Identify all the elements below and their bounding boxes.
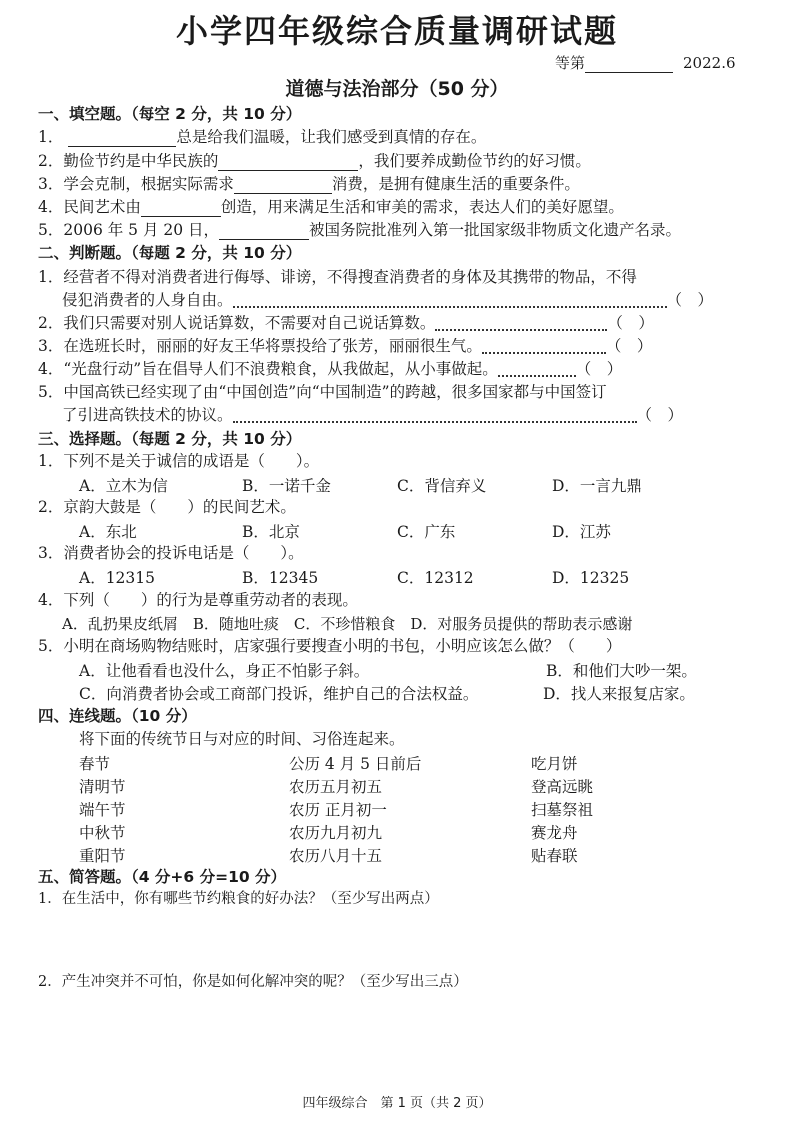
answer-paren[interactable]: （ ） (666, 291, 714, 309)
option-c[interactable]: C．背信弃义 (397, 477, 487, 495)
fill-blank[interactable] (234, 178, 332, 194)
match-date[interactable]: 农历八月十五 (289, 847, 383, 865)
section-title-judge: 二、判断题。（每题 2 分，共 10 分） (38, 244, 302, 262)
exam-date: 2022.6 (683, 54, 736, 72)
option-b[interactable]: B．12345 (242, 569, 319, 587)
option-c[interactable]: C．广东 (397, 523, 456, 541)
section-subtitle: 道德与法治部分（50 分） (285, 78, 509, 100)
option-b[interactable]: B．和他们大吵一架。 (546, 662, 697, 680)
answer-paren[interactable]: （ ） (605, 337, 653, 355)
page-footer: 四年级综合 第 1 页（共 2 页） (302, 1096, 492, 1111)
choice-q5: 5．小明在商场购物结账时，店家强行要搜查小明的书包，小明应该怎么做？（ ） (38, 637, 622, 655)
option-d[interactable]: D．12325 (552, 569, 630, 587)
match-date[interactable]: 公历 4 月 5 日前后 (289, 755, 422, 773)
fill-item-4: 4．民间艺术由 创造，用来满足生活和审美的需求，表达人们的美好愿望。 (38, 198, 624, 216)
short-q1: 1．在生活中，你有哪些节约粮食的好办法？（至少写出两点） (38, 891, 439, 907)
section-title-choice: 三、选择题。（每题 2 分，共 10 分） (38, 430, 302, 448)
option-d[interactable]: D．找人来报复店家。 (543, 685, 695, 703)
option-a[interactable]: A．让他看看也没什么，身正不怕影子斜。 (79, 662, 370, 680)
grade-blank[interactable] (585, 58, 673, 73)
option-a[interactable]: A．立木为信 (79, 477, 168, 495)
option-d[interactable]: D．江苏 (552, 523, 611, 541)
fill-item-2: 2．勤俭节约是中华民族的 ，我们要养成勤俭节约的好习惯。 (38, 152, 591, 170)
match-date[interactable]: 农历五月初五 (289, 778, 383, 796)
option-c[interactable]: C．12312 (397, 569, 474, 587)
judge-item-3: 3．在选班长时，丽丽的好友王华将票投给了张芳，丽丽很生气。 （ ） (38, 336, 658, 356)
match-festival[interactable]: 清明节 (79, 778, 126, 796)
option-d[interactable]: D．一言九鼎 (552, 477, 642, 495)
judge-item-2: 2．我们只需要对别人说话算数，不需要对自己说话算数。 （ ） (38, 313, 659, 333)
fill-item-1: 1． 总是给我们温暖，让我们感受到真情的存在。 (38, 128, 487, 146)
option-b[interactable]: B．一诺千金 (242, 477, 331, 495)
fill-blank[interactable] (218, 155, 358, 171)
grade-label: 等第 (555, 54, 586, 72)
match-date[interactable]: 农历 正月初一 (289, 801, 387, 819)
section-title-short: 五、简答题。（4 分+6 分=10 分） (38, 868, 287, 886)
answer-paren[interactable]: （ ） (607, 314, 654, 332)
option-b[interactable]: B．北京 (242, 523, 300, 541)
page-title: 小学四年级综合质量调研试题 (175, 12, 618, 50)
fill-item-3: 3．学会克制，根据实际需求 消费，是拥有健康生活的重要条件。 (38, 175, 580, 193)
judge-item-5: 5．中国高铁已经实现了由“中国创造”向“中国制造”的跨越，很多国家都与中国签订 (38, 383, 607, 401)
judge-item-1: 1．经营者不得对消费者进行侮辱、诽谤，不得搜查消费者的身体及其携带的物品，不得 (38, 268, 637, 286)
match-festival[interactable]: 中秋节 (79, 824, 126, 842)
match-festival[interactable]: 端午节 (79, 801, 126, 819)
choice-q1: 1．下列不是关于诚信的成语是（ ）。 (38, 452, 320, 470)
match-custom[interactable]: 扫墓祭祖 (531, 801, 594, 819)
option-a[interactable]: A．东北 (79, 523, 137, 541)
choice-q3: 3．消费者协会的投诉电话是（ ）。 (38, 544, 304, 562)
answer-paren[interactable]: （ ） (636, 406, 684, 424)
short-q2: 2．产生冲突并不可怕，你是如何化解冲突的呢？（至少写出三点） (38, 974, 468, 990)
match-custom[interactable]: 吃月饼 (531, 755, 578, 773)
match-instruction: 将下面的传统节日与对应的时间、习俗连起来。 (79, 730, 405, 748)
match-custom[interactable]: 贴春联 (531, 847, 578, 865)
match-festival[interactable]: 春节 (79, 755, 111, 773)
match-festival[interactable]: 重阳节 (79, 847, 126, 865)
option-c[interactable]: C．向消费者协会或工商部门投诉，维护自己的合法权益。 (79, 685, 479, 703)
fill-blank[interactable] (68, 131, 176, 147)
fill-blank[interactable] (141, 201, 221, 217)
match-custom[interactable]: 登高远眺 (531, 778, 594, 796)
section-title-match: 四、连线题。（10 分） (38, 707, 197, 725)
judge-item-5-cont: 了引进高铁技术的协议。 （ ） (62, 405, 689, 425)
answer-paren[interactable]: （ ） (575, 360, 623, 378)
match-custom[interactable]: 赛龙舟 (531, 824, 578, 842)
match-date[interactable]: 农历九月初九 (289, 824, 383, 842)
fill-blank[interactable] (219, 224, 309, 240)
grade-field (555, 52, 736, 73)
judge-item-4: 4．“光盘行动”旨在倡导人们不浪费粮食，从我做起，从小事做起。 （ ） (38, 359, 628, 379)
choice-q4-options[interactable]: A．乱扔果皮纸屑 B．随地吐痰 C．不珍惜粮食 D．对服务员提供的帮助表示感谢 (62, 615, 633, 633)
choice-q2: 2．京韵大鼓是（ ）的民间艺术。 (38, 498, 296, 516)
choice-q4: 4．下列（ ）的行为是尊重劳动者的表现。 (38, 591, 358, 609)
fill-item-5: 5．2006 年 5 月 20 日， 被国务院批准列入第一批国家级非物质文化遗产名录。 (38, 221, 682, 239)
option-a[interactable]: A．12315 (79, 569, 156, 587)
judge-item-1-cont: 侵犯消费者的人身自由。 （ ） (62, 290, 719, 310)
section-title-fill: 一、填空题。（每空 2 分，共 10 分） (38, 105, 302, 123)
